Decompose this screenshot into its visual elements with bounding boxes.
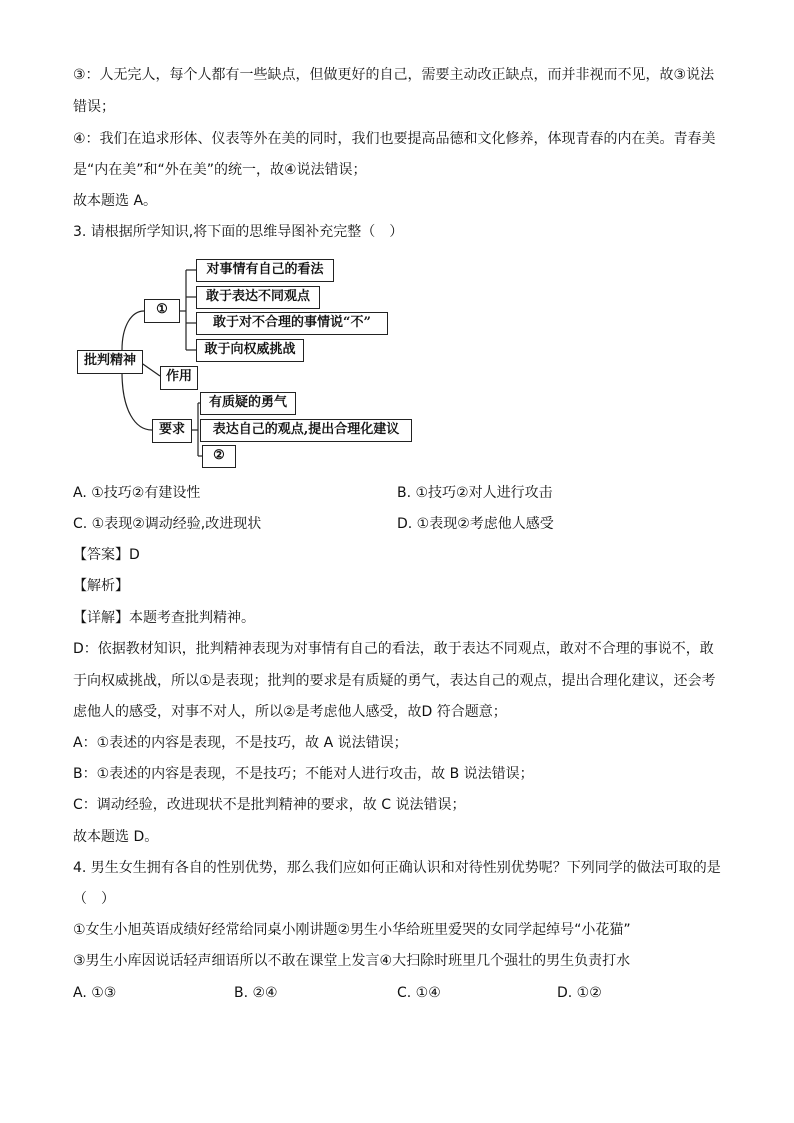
text-line: （ ） [73,891,115,907]
text-line: 故本题选 D。 [73,829,159,845]
text-line: B：①表述的内容是表现，不是技巧；不能对人进行攻击，故 B 说法错误； [73,766,534,782]
mindmap-leaf-blank-2: ② [202,445,236,468]
mindmap-branch-blank-1: ① [144,299,180,323]
answer-label: 【答案】D [73,547,140,563]
text-line: C：调动经验，改进现状不是批判精神的要求，故 C 说法错误； [73,797,466,813]
text-line: 【详解】本题考查批判精神。 [73,610,255,626]
mindmap-leaf: 对事情有自己的看法 [196,259,334,282]
mindmap-connectors [0,0,794,480]
mindmap-leaf: 敢于向权威挑战 [196,339,304,362]
text-line: ④：我们在追求形体、仪表等外在美的同时，我们也要提高品德和文化修养，体现青春的内在美。青春美 [73,131,716,147]
analysis-label: 【解析】 [73,578,129,594]
text-line: ③：人无完人，每个人都有一些缺点，但做更好的自己，需要主动改正缺点，而并非视而不见，故③说法 [73,67,715,83]
option-b: B. ②④ [234,985,278,1001]
option-b: B. ①技巧②对人进行攻击 [397,485,553,501]
question-4-stem: 4. 男生女生拥有各自的性别优势，那么我们应如何正确认识和对待性别优势呢？下列同学的做法可取的是 [73,860,721,876]
text-line: ①女生小旭英语成绩好经常给同桌小刚讲题②男生小华给班里爱哭的女同学起绰号“小花猫” [73,922,631,938]
mindmap-leaf: 敢于表达不同观点 [196,286,320,309]
question-3-stem: 3. 请根据所学知识,将下面的思维导图补充完整（ ） [73,224,404,240]
mindmap-leaf: 敢于对不合理的事情说“不” [196,312,388,335]
mindmap-leaf: 有质疑的勇气 [200,392,296,415]
text-line: 于向权威挑战，所以①是表现；批判的要求是有质疑的勇气，表达自己的观点，提出合理化建议，还会考 [73,673,716,689]
text-line: 故本题选 A。 [73,193,158,209]
option-a: A. ①③ [73,985,117,1001]
text-line: D：依据教材知识，批判精神表现为对事情有自己的看法，敢于表达不同观点，敢对不合理的事说不，敢 [73,641,714,657]
text-line: ③男生小库因说话轻声细语所以不敢在课堂上发言④大扫除时班里几个强壮的男生负责打水 [73,953,631,969]
text-line: 虑他人的感受，对事不对人，所以②是考虑他人感受，故D 符合题意； [73,704,507,720]
text-line: 错误； [73,99,115,115]
mindmap-branch-function: 作用 [160,366,198,390]
mindmap-leaf: 表达自己的观点,提出合理化建议 [200,419,412,442]
mindmap-branch-requirement: 要求 [152,419,192,443]
mindmap-root: 批判精神 [77,350,143,374]
text-line: 是“内在美”和“外在美”的统一，故④说法错误； [73,162,367,178]
option-d: D. ①② [557,985,602,1001]
option-a: A. ①技巧②有建设性 [73,485,201,501]
option-c: C. ①表现②调动经验,改进现状 [73,516,262,532]
option-d: D. ①表现②考虑他人感受 [397,516,554,532]
option-c: C. ①④ [397,985,441,1001]
text-line: A：①表述的内容是表现，不是技巧，故 A 说法错误； [73,735,408,751]
